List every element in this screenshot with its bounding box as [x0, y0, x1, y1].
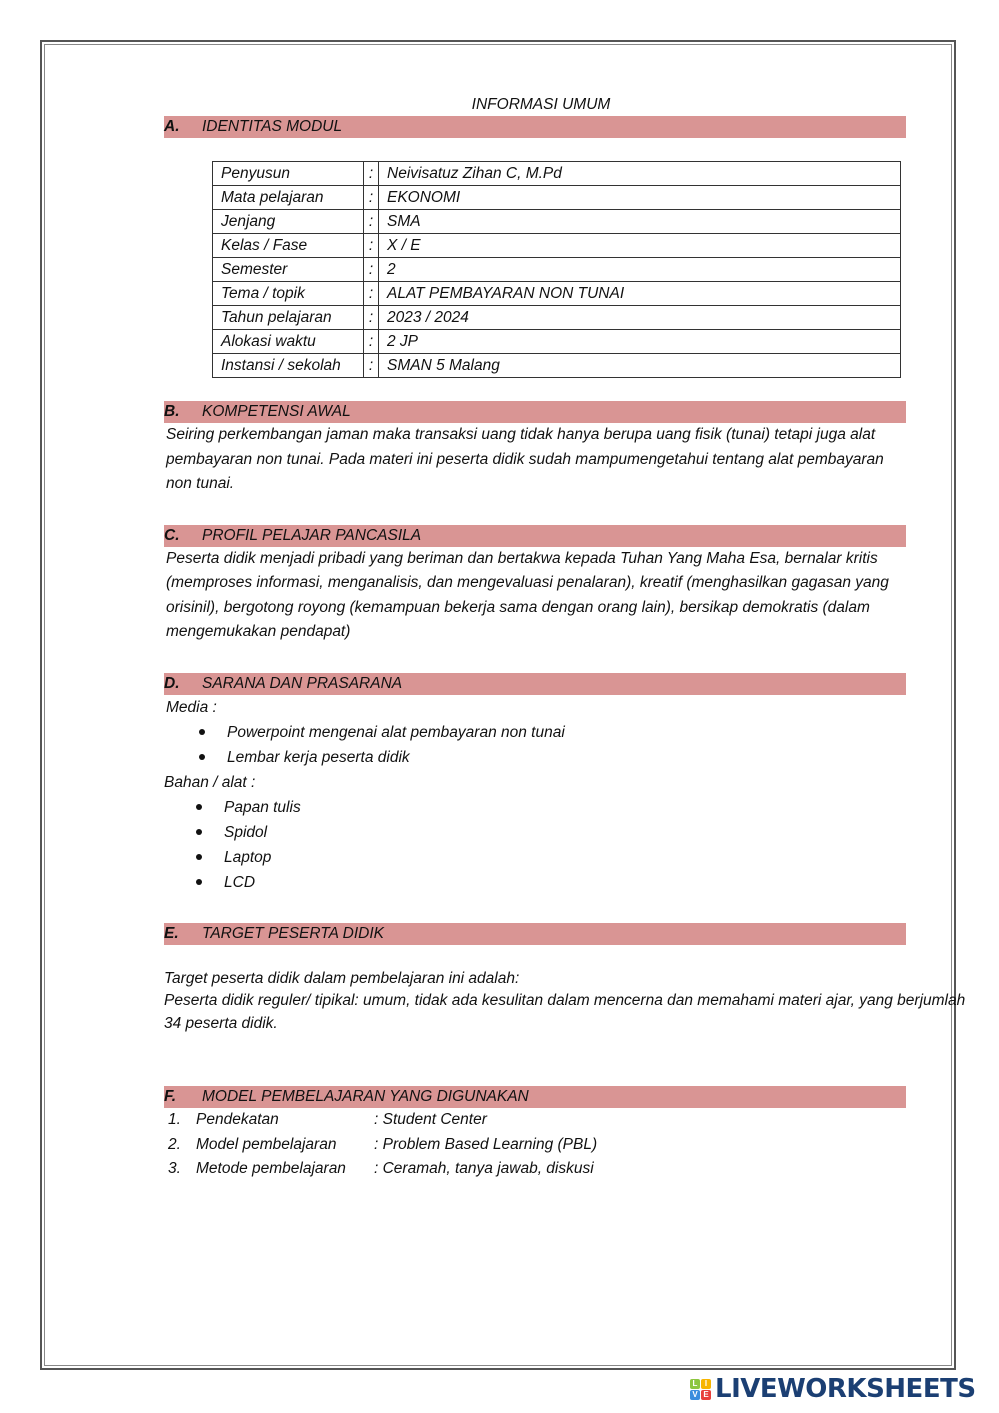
identity-label-cell: Alokasi waktu — [213, 330, 364, 354]
identity-label-cell: Kelas / Fase — [213, 234, 364, 258]
identity-label-cell: Penyusun — [213, 162, 364, 186]
identity-value-cell: SMA — [379, 210, 901, 234]
section-b-header — [164, 401, 906, 423]
section-f-header — [164, 1086, 906, 1108]
section-d-header — [164, 673, 906, 695]
profil-pancasila-text: Peserta didik menjadi pribadi yang beriman dan bertakwa kepada Tuhan Yang Maha Esa, bernalar kritis (memproses informasi, menganalisis, dan mengevaluasi penalaran), kreatif (menghasilkan gagasan yang orisinil), bergotong royong (kemampuan bekerja sama dengan orang lain), bersikap demokratis (dalam mengemukakan pendapat) — [166, 549, 889, 640]
identity-value-cell: Neivisatuz Zihan C, M.Pd — [379, 162, 901, 186]
identity-colon-cell: : — [364, 186, 379, 210]
model-list — [164, 1108, 906, 1182]
target-description: Peserta didik reguler/ tipikal: umum, tidak ada kesulitan dalam mencerna dan memahami materi ajar, yang berjumlah 34 peserta didik. — [164, 992, 966, 1032]
liveworksheets-logo[interactable] — [690, 1374, 976, 1404]
identity-colon-cell: : — [364, 330, 379, 354]
section-letter: C. — [164, 526, 180, 544]
identity-colon-cell: : — [364, 282, 379, 306]
section-letter: D. — [164, 674, 180, 692]
identity-colon-cell: : — [364, 306, 379, 330]
identity-colon-cell: : — [364, 162, 379, 186]
section-letter: A. — [164, 118, 180, 135]
bullet-icon — [196, 879, 202, 885]
list-item: Laptop — [196, 845, 906, 870]
identity-value-cell: ALAT PEMBAYARAN NON TUNAI — [379, 282, 901, 306]
section-title: PROFIL PELAJAR PANCASILA — [202, 526, 422, 544]
identity-label-cell: Instansi / sekolah — [213, 354, 364, 378]
section-letter: B. — [164, 403, 180, 420]
identity-label-cell: Tahun pelajaran — [213, 306, 364, 330]
section-letter: F. — [164, 1088, 177, 1105]
kompetensi-awal-text: Seiring perkembangan jaman maka transaksi uang tidak hanya berupa uang fisik (tunai) tetapi juga alat pembayaran non tunai. Pada materi ini peserta didik sudah mampumengetahui tentang alat pembayaran non tunai. — [166, 426, 884, 492]
identity-value-cell: SMAN 5 Malang — [379, 354, 901, 378]
logo-text: LIVEWORKSHEETS — [715, 1374, 976, 1404]
list-item: Lembar kerja peserta didik — [199, 745, 906, 770]
media-list — [164, 720, 906, 770]
section-letter: E. — [164, 924, 179, 942]
document-body — [164, 94, 966, 1182]
table-row — [213, 330, 901, 354]
identity-value-cell: EKONOMI — [379, 186, 901, 210]
identity-label-cell: Tema / topik — [213, 282, 364, 306]
identity-label-cell: Jenjang — [213, 210, 364, 234]
media-label: Media : — [166, 698, 217, 716]
identity-value-cell: 2 — [379, 258, 901, 282]
section-title: KOMPETENSI AWAL — [202, 403, 351, 420]
identity-colon-cell: : — [364, 210, 379, 234]
table-row — [213, 258, 901, 282]
section-c-header — [164, 525, 906, 547]
list-item: Papan tulis — [196, 795, 906, 820]
identity-value-cell: 2 JP — [379, 330, 901, 354]
bullet-icon — [196, 829, 202, 835]
table-row — [213, 186, 901, 210]
table-row — [213, 354, 901, 378]
bahan-list — [164, 795, 906, 895]
section-title: SARANA DAN PRASARANA — [202, 674, 403, 692]
identity-label-cell: Semester — [213, 258, 364, 282]
table-row — [213, 210, 901, 234]
table-row — [213, 282, 901, 306]
bullet-icon — [196, 804, 202, 810]
table-row — [213, 306, 901, 330]
identity-label-cell: Mata pelajaran — [213, 186, 364, 210]
bullet-icon — [199, 729, 205, 735]
bullet-icon — [196, 854, 202, 860]
identity-value-cell: 2023 / 2024 — [379, 306, 901, 330]
bahan-label: Bahan / alat : — [164, 773, 256, 791]
target-intro: Target peserta didik dalam pembelajaran ini adalah: — [164, 969, 520, 987]
list-item: Spidol — [196, 820, 906, 845]
identity-table — [212, 161, 901, 378]
bullet-icon — [199, 754, 205, 760]
table-row — [213, 234, 901, 258]
identity-colon-cell: : — [364, 354, 379, 378]
document-title: INFORMASI UMUM — [471, 96, 611, 113]
identity-value-cell: X / E — [379, 234, 901, 258]
section-title: MODEL PEMBELAJARAN YANG DIGUNAKAN — [202, 1088, 529, 1105]
section-e-header — [164, 923, 906, 945]
live-tiles-icon: L I V E — [690, 1379, 711, 1400]
list-item: 1. Pendekatan : Student Center — [168, 1111, 487, 1128]
identity-colon-cell: : — [364, 234, 379, 258]
identity-colon-cell: : — [364, 258, 379, 282]
list-item: Powerpoint mengenai alat pembayaran non tunai — [199, 720, 906, 745]
section-a-header — [164, 116, 906, 138]
list-item: 2. Model pembelajaran : Problem Based Learning (PBL) — [168, 1135, 598, 1153]
section-title: TARGET PESERTA DIDIK — [202, 924, 385, 942]
list-item: 3. Metode pembelajaran : Ceramah, tanya jawab, diskusi — [168, 1160, 594, 1177]
list-item: LCD — [196, 870, 906, 895]
section-title: IDENTITAS MODUL — [202, 118, 343, 135]
table-row — [213, 162, 901, 186]
